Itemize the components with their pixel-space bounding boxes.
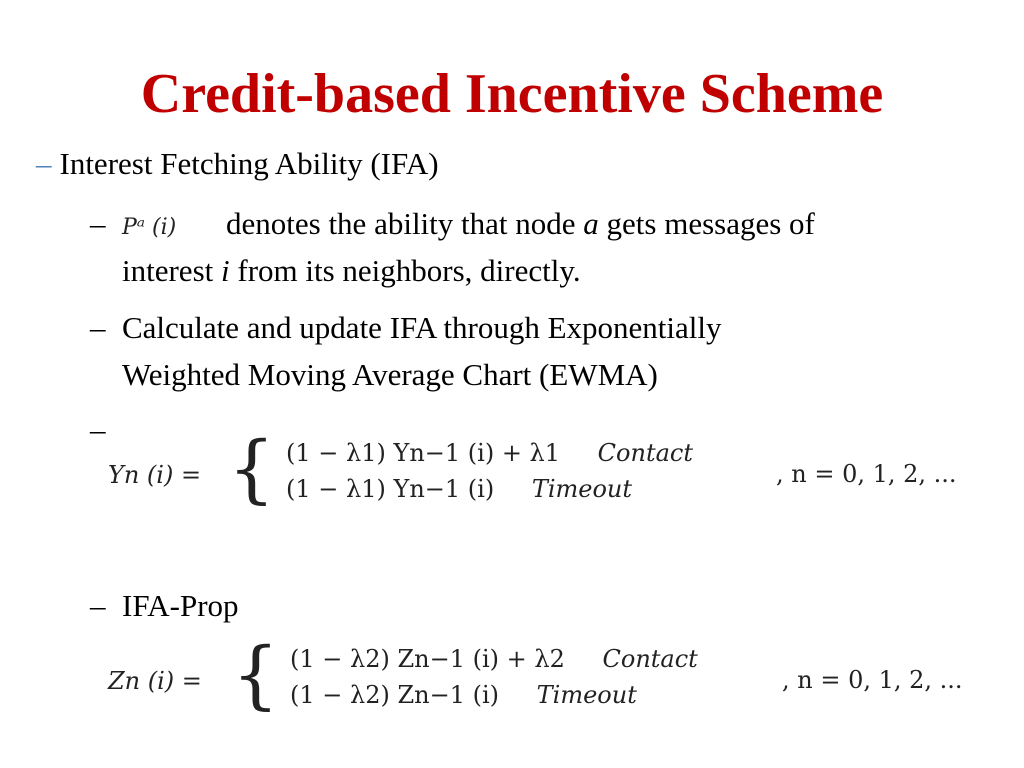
- pa-line2-a: interest: [122, 253, 214, 288]
- eq1-range: , n = 0, 1, 2, ...: [776, 460, 957, 488]
- pa-text-a: denotes the ability that node: [226, 206, 576, 241]
- slide-title: Credit-based Incentive Scheme: [140, 63, 884, 125]
- subbullet-empty: [90, 406, 122, 453]
- pa-line2-b: from its neighbors, directly.: [237, 253, 581, 288]
- eq1-case1-expr: (1 − λ1) Yn−1 (i) + λ1: [286, 439, 561, 467]
- ewma-line1: Calculate and update IFA through Exponentially: [122, 310, 722, 345]
- var-a: a: [583, 206, 599, 241]
- eq2-case1: [290, 642, 698, 676]
- eq2-range: , n = 0, 1, 2, ...: [782, 666, 963, 694]
- eq1-case2-label: Timeout: [531, 475, 633, 503]
- pa-text-b: gets messages of: [606, 206, 815, 241]
- eq2-case2-label: Timeout: [536, 681, 637, 709]
- eq2-case1-label: Contact: [602, 645, 698, 673]
- subbullet-dash: –: [90, 588, 106, 623]
- eq2-case2-expr: (1 − λ2) Zn−1 (i): [290, 681, 500, 709]
- eq1-brace: {: [228, 426, 276, 512]
- subbullet-dash: –: [90, 310, 106, 345]
- eq2-brace: {: [232, 632, 280, 718]
- eq1-case1-label: Contact: [597, 439, 693, 467]
- var-i: i: [221, 253, 230, 288]
- subbullet-pa-definition: [90, 200, 815, 251]
- eq1-case2: [286, 472, 632, 506]
- subbullet-dash: –: [90, 206, 106, 241]
- subbullet-dash: –: [90, 412, 106, 447]
- subbullet-pa-line2: [122, 247, 581, 294]
- eq1-case2-expr: (1 − λ1) Yn−1 (i): [286, 475, 495, 503]
- eq1-case1: [286, 436, 693, 470]
- eq2-case1-expr: (1 − λ2) Zn−1 (i) + λ2: [290, 645, 565, 673]
- bullet-dash: –: [36, 146, 52, 181]
- subbullet-ifa-prop: [90, 582, 239, 629]
- ifa-prop-text: IFA-Prop: [122, 588, 239, 623]
- eq1-lhs: Yn (i) =: [108, 461, 202, 489]
- subbullet-ewma-line2: Weighted Moving Average Chart (EWMA): [122, 357, 658, 392]
- eq2-lhs: Zn (i) =: [108, 667, 202, 695]
- pa-math-image: Pᵃ (i): [122, 215, 177, 240]
- subbullet-ewma: [90, 304, 721, 351]
- bullet-ifa: [36, 146, 439, 182]
- bullet-ifa-text: Interest Fetching Ability (IFA): [59, 146, 439, 181]
- eq2-case2: [290, 678, 637, 712]
